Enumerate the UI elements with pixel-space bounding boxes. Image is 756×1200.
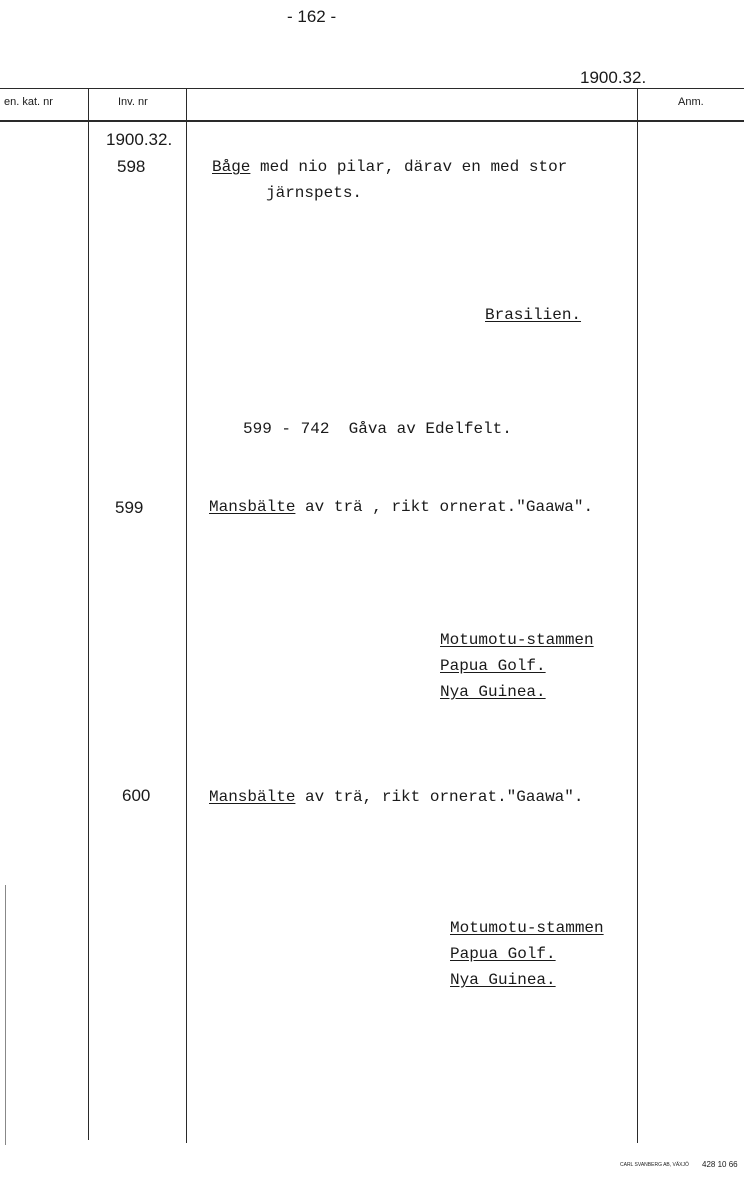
entry-599-origin-country: Nya Guinea. — [440, 683, 546, 701]
entry-599-object-name: Mansbälte — [209, 498, 296, 516]
inventory-number-598: 598 — [117, 157, 146, 176]
entry-598-description — [212, 158, 567, 176]
entry-598-origin: Brasilien. — [485, 306, 582, 324]
column-header-inventory-number: Inv. nr — [118, 96, 148, 108]
column-header-remarks: Anm. — [678, 96, 704, 108]
accession-number: 1900.32. — [106, 130, 173, 149]
header-top-rule — [0, 88, 744, 89]
entry-600-origin-region: Papua Golf. — [450, 945, 556, 963]
entry-598-description-line2: järnspets. — [266, 184, 363, 202]
entry-599-description — [209, 498, 593, 516]
column-divider-3 — [637, 88, 638, 1143]
column-header-catalog-number: en. kat. nr — [4, 96, 53, 108]
page-number: - 162 - — [287, 7, 337, 26]
printer-imprint: CARL SVANBERG AB, VÄXJÖ — [620, 1162, 689, 1168]
entry-600-object-name: Mansbälte — [209, 788, 296, 806]
left-margin-line — [5, 885, 6, 1145]
entry-599-description-text: av trä , rikt ornerat."Gaawa". — [305, 498, 594, 516]
form-code: 428 10 66 — [702, 1160, 738, 1169]
column-divider-2 — [186, 88, 187, 1143]
entry-600-origin-country: Nya Guinea. — [450, 971, 556, 989]
entry-600-description-text: av trä, rikt ornerat."Gaawa". — [305, 788, 584, 806]
inventory-number-600: 600 — [122, 786, 151, 805]
column-divider-1 — [88, 88, 89, 1140]
donation-range-note: 599 - 742 Gåva av Edelfelt. — [243, 420, 512, 438]
entry-598-description-text: med nio pilar, därav en med stor — [260, 158, 568, 176]
entry-599-origin-region: Papua Golf. — [440, 657, 546, 675]
header-bottom-rule — [0, 120, 744, 122]
entry-600-origin-tribe: Motumotu-stammen — [450, 919, 604, 937]
entry-600-description — [209, 788, 583, 806]
inventory-number-599: 599 — [115, 498, 144, 517]
header-accession-number: 1900.32. — [580, 68, 647, 87]
entry-599-origin-tribe: Motumotu-stammen — [440, 631, 594, 649]
entry-598-object-name: Båge — [212, 158, 251, 176]
